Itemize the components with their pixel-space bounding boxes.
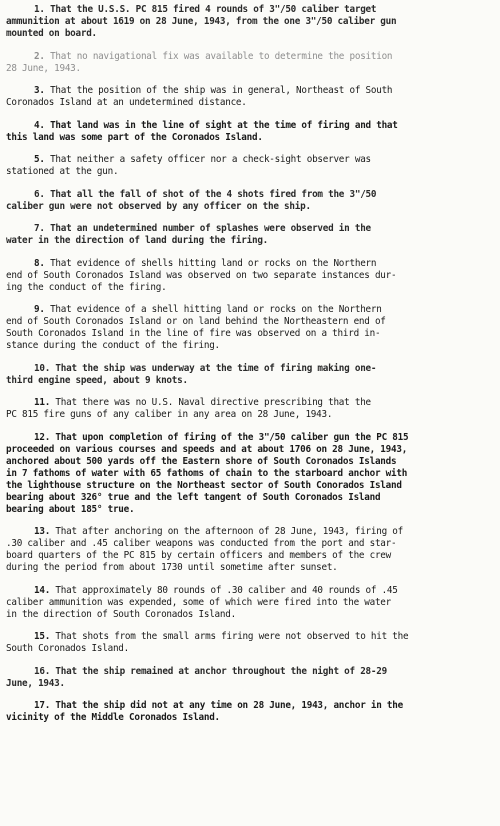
finding-17: 17. That the ship did not at any time on 28 June, 1943, anchor in the vicinity of the Middle Coronados Island.: [6, 700, 403, 723]
finding-7: 7. That an undetermined number of splashes were observed in the water in the direction of land during the firing.: [6, 223, 371, 246]
finding-10: 10. That the ship was underway at the time of firing making one- third engine speed, about 9 knots.: [6, 362, 377, 386]
finding-14: 14. That approximately 80 rounds of .30 caliber and 40 rounds of .45 caliber ammunition was expended, some of which were fired into the water in the direction of South Coronados Island.: [6, 584, 398, 620]
finding-11: 11. That there was no U.S. Naval directive prescribing that the PC 815 fire guns of any caliber in any area on 28 June, 1943.: [6, 397, 371, 420]
finding-1: 1. That the U.S.S. PC 815 fired 4 rounds of 3"/50 caliber target ammunition at about 1619 on 28 June, 1943, from the one 3"/50 caliber gun mounted on board.: [6, 4, 397, 39]
finding-13: 13. That after anchoring on the afternoon of 28 June, 1943, firing of .30 caliber and .45 caliber weapons was conducted from the port and star- board quarters of the PC 815 by certain officers and members of the crew during the period from about 1730 until sometime after sunset.: [6, 526, 403, 573]
finding-4: 4. That land was in the line of sight at the time of firing and that this land was some part of the Coronados Island.: [6, 119, 398, 143]
finding-6: 6. That all the fall of shot of the 4 shots fired from the 3"/50 caliber gun were not observed by any officer on the ship.: [6, 188, 377, 212]
finding-12: 12. That upon completion of firing of the 3"/50 caliber gun the PC 815 proceeded on various courses and speeds and at about 1706 on 28 June, 1943, anchored about 500 yards off the Eastern shore of South Coronados Islands in 7 fathoms of water with 65 fathoms of chain to the starboard anchor with the lighthouse structure on the Northeast sector of South Conorados Island bearing about 326° true and the left tangent of South Coronados Island bearing about 185° true.: [6, 431, 409, 515]
finding-9: 9. That evidence of a shell hitting land or rocks on the Northern end of South Coronados Island or on land behind the Northeastern end of South Coronados Island in the line of fire was observed on a third in- stance during the conduct of the firing.: [6, 304, 386, 351]
finding-16: 16. That the ship remained at anchor throughout the night of 28-29 June, 1943.: [6, 665, 387, 689]
finding-15: 15. That shots from the small arms firing were not observed to hit the South Coronados Island.: [6, 631, 409, 654]
finding-8: 8. That evidence of shells hitting land or rocks on the Northern end of South Coronados Island was observed on two separate instances dur- ing the conduct of the firing.: [6, 257, 397, 293]
finding-3: 3. That the position of the ship was in general, Northeast of South Coronados Island at an undetermined distance.: [6, 85, 393, 108]
finding-2: 2. That no navigational fix was available to determine the position 28 June, 1943.: [6, 50, 393, 74]
finding-5: 5. That neither a safety officer nor a check-sight observer was stationed at the gun.: [6, 154, 371, 177]
